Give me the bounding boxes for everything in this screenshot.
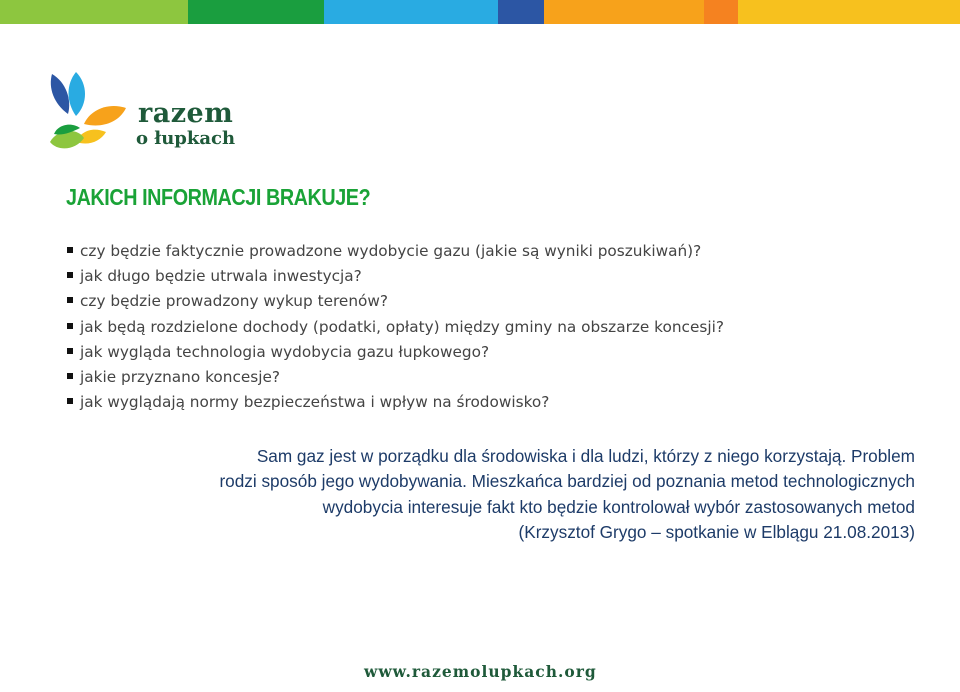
list-item bbox=[64, 390, 724, 415]
question-text: jak długo będzie utrwala inwestycja? bbox=[80, 267, 362, 286]
logo-wordmark bbox=[138, 100, 235, 148]
list-item bbox=[64, 340, 724, 365]
question-text: jak wyglądają normy bezpieczeństwa i wpływ na środowisko? bbox=[80, 393, 550, 412]
color-bar-segment bbox=[738, 0, 960, 24]
question-text: jakie przyznano koncesje? bbox=[80, 368, 281, 387]
square-bullet-icon bbox=[67, 323, 73, 329]
square-bullet-icon bbox=[67, 297, 73, 303]
quote-line: Sam gaz jest w porządku dla środowiska i dla ludzi, którzy z niego korzystają. Problem bbox=[256, 446, 915, 466]
quote-block bbox=[100, 444, 915, 545]
footer-website-link[interactable]: www.razemolupkach.org bbox=[364, 662, 597, 681]
list-item bbox=[64, 365, 724, 390]
quote-line: rodzi sposób jego wydobywania. Mieszkańca bardziej od poznania metod technologicznych bbox=[219, 471, 915, 492]
question-text: czy będzie prowadzony wykup terenów? bbox=[80, 292, 389, 311]
square-bullet-icon bbox=[67, 373, 73, 379]
color-bar-segment bbox=[0, 0, 188, 24]
page-heading: JAKICH INFORMACJI BRAKUJE? bbox=[66, 184, 371, 210]
color-bar-segment bbox=[324, 0, 498, 24]
leaf-flower-icon bbox=[46, 70, 136, 160]
color-bar-segment bbox=[544, 0, 704, 24]
logo-line-2: o łupkach bbox=[136, 128, 236, 149]
quote-attribution: (Krzysztof Grygo – spotkanie w Elblągu 21.08.2013) bbox=[518, 521, 915, 542]
question-text: jak wygląda technologia wydobycia gazu łupkowego? bbox=[80, 342, 490, 361]
square-bullet-icon bbox=[67, 272, 73, 278]
square-bullet-icon bbox=[67, 398, 73, 404]
question-text: czy będzie faktycznie prowadzone wydobycie gazu (jakie są wyniki poszukiwań)? bbox=[80, 242, 702, 260]
color-bar-segment bbox=[188, 0, 324, 24]
square-bullet-icon bbox=[67, 348, 73, 354]
color-bar-segment bbox=[704, 0, 738, 24]
questions-list bbox=[64, 239, 724, 415]
list-item bbox=[64, 315, 724, 340]
square-bullet-icon bbox=[67, 247, 73, 253]
list-item bbox=[64, 264, 724, 289]
list-item bbox=[64, 239, 724, 264]
question-text: jak będą rozdzielone dochody (podatki, opłaty) między gminy na obszarze koncesji? bbox=[80, 317, 724, 336]
top-color-bar bbox=[0, 0, 960, 24]
color-bar-segment bbox=[498, 0, 544, 24]
razem-o-lupkach-logo bbox=[46, 70, 246, 160]
list-item bbox=[64, 289, 724, 314]
logo-line-1: razem bbox=[138, 98, 234, 129]
quote-line: wydobycia interesuje fakt kto będzie kontrolował wybór zastosowanych metod bbox=[322, 496, 915, 517]
